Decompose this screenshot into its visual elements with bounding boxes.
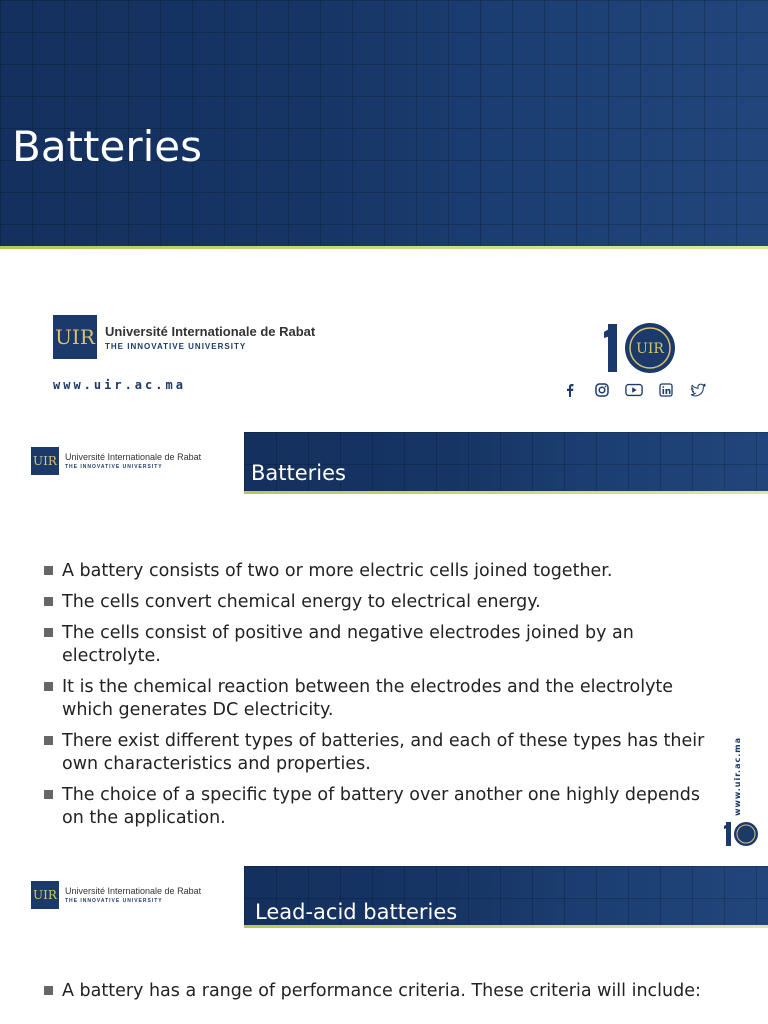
- list-item: It is the chemical reaction between the electrodes and the electrolyte which generates DC electricity.: [44, 676, 724, 722]
- slide-title: Lead-acid batteries: [255, 900, 458, 924]
- uir-logo-icon: UIR: [31, 881, 59, 909]
- accent-line: [0, 246, 768, 249]
- bullet-square-icon: [44, 597, 53, 606]
- accent-line: [244, 925, 768, 928]
- university-tagline: THE INNOVATIVE UNIVERSITY: [65, 898, 163, 904]
- slide-title: Batteries: [12, 122, 202, 171]
- list-item: There exist different types of batteries, and each of these types has their own characteristics and properties.: [44, 730, 724, 776]
- university-tagline: THE INNOVATIVE UNIVERSITY: [105, 341, 247, 351]
- title-banner: [0, 0, 768, 246]
- university-tagline: THE INNOVATIVE UNIVERSITY: [65, 464, 163, 470]
- bullet-list: [44, 560, 724, 838]
- youtube-icon[interactable]: [625, 381, 643, 399]
- uir-10-years-badge-icon: [724, 820, 760, 848]
- list-item: The cells convert chemical energy to electrical energy.: [44, 591, 724, 614]
- uir-logo-icon: UIR: [53, 315, 97, 359]
- university-name: Université Internationale de Rabat: [65, 452, 202, 462]
- content-slide-batteries: [0, 432, 768, 866]
- linkedin-icon[interactable]: [657, 381, 675, 399]
- university-name: Université Internationale de Rabat: [105, 323, 316, 339]
- side-website-url: www.uir.ac.ma: [733, 737, 742, 816]
- twitter-icon[interactable]: [689, 381, 707, 399]
- instagram-icon[interactable]: [593, 381, 611, 399]
- header-banner: [244, 432, 768, 494]
- bullet-square-icon: [44, 986, 53, 995]
- slide-header: [0, 866, 768, 928]
- content-slide-lead-acid: [0, 866, 768, 1024]
- list-item: A battery consists of two or more electric cells joined together.: [44, 560, 724, 583]
- facebook-icon[interactable]: [561, 381, 579, 399]
- university-logo: [53, 315, 315, 359]
- bullet-square-icon: [44, 736, 53, 745]
- accent-line: [244, 491, 768, 494]
- uir-10-years-badge-icon: [604, 320, 680, 376]
- list-item: The choice of a specific type of battery over another one highly depends on the application.: [44, 784, 724, 830]
- website-url[interactable]: www.uir.ac.ma: [53, 378, 186, 392]
- header-banner: [244, 866, 768, 928]
- university-name: Université Internationale de Rabat: [65, 886, 202, 896]
- bullet-square-icon: [44, 682, 53, 691]
- bullet-square-icon: [44, 790, 53, 799]
- bullet-square-icon: [44, 566, 53, 575]
- university-logo: [31, 881, 201, 909]
- uir-logo-icon: UIR: [31, 447, 59, 475]
- list-item: The cells consist of positive and negative electrodes joined by an electrolyte.: [44, 622, 724, 668]
- bullet-square-icon: [44, 628, 53, 637]
- slide-header: [0, 432, 768, 494]
- bullet-list: [44, 980, 724, 1011]
- list-item: A battery has a range of performance criteria. These criteria will include:: [44, 980, 724, 1003]
- svg-text:UIR: UIR: [636, 341, 664, 357]
- social-links: [561, 381, 707, 399]
- slide-title: Batteries: [251, 461, 346, 485]
- title-slide: [0, 0, 768, 432]
- university-logo: [31, 447, 201, 475]
